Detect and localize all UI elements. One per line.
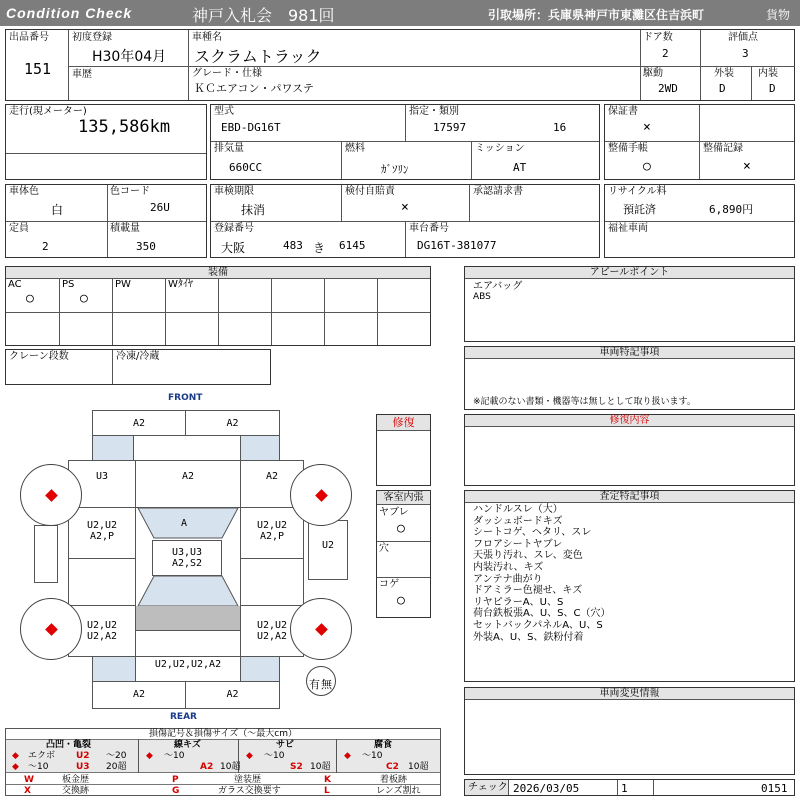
welfare-label: 福祉車両 [608,223,648,234]
approval-label: 承認請求書 [473,186,523,197]
front-label: FRONT [168,393,203,403]
vehicle-category: 貨物 [766,8,791,22]
front-bumper-left: A2 [92,410,186,436]
legend-dent-diamond-1: ◆ [12,751,19,761]
basic-info-panel [5,29,795,101]
score-label: 評価点 [728,32,758,43]
self-inspection-mark: × [401,200,409,215]
grade: ＫＣエアコン・パワステ [194,82,314,95]
warranty-mark: × [643,120,651,135]
inspection-value: 抹消 [241,203,266,217]
interior-label: 内装 [758,68,778,79]
cabin-title: 客室内張 [377,491,430,505]
legend-rust-code: S2 [290,762,303,772]
appeal-box [464,266,795,342]
appeal-line-1: エアバッグ [473,281,523,292]
rear-light-right [240,656,280,682]
legend-scratch-code: A2 [200,762,214,772]
cabin-tear-label: ヤブレ [379,507,409,518]
legend-sym-x: X [24,786,31,796]
plate-area: 大阪 [221,241,246,255]
appeal-title: アピールポイント [465,267,794,279]
legend-rust-title: サビ [276,740,295,750]
legend-sym-k-desc: 着板跡 [380,775,408,785]
recycle-box [604,184,795,258]
service-book-label: 整備手帳 [608,143,648,154]
inspection-note-line: 荷台鉄板張A、U、S、C（穴） [473,608,611,620]
cabin-burn-label: コゲ [379,579,399,590]
body-color: 白 [51,203,64,217]
inspection-note-line: フロアシートヤブレ [473,538,563,550]
equip-ac-label: AC [8,279,22,290]
name-label: 車種名 [192,32,222,43]
legend-dent-size-2: 〜10 [28,762,49,772]
score: 3 [742,47,749,60]
inspection-notes-title: 査定特記事項 [465,491,794,503]
inspection-note-line: ダッシュボードキズ [473,515,563,527]
crane-reefer-box [5,349,271,385]
legend-sym-w-desc: 板金歴 [62,775,90,785]
wheel-rear-right [290,598,352,660]
plate-number: 6145 [339,239,366,252]
cabin-tear-mark: ○ [397,521,405,536]
rear-quarter-right: U2,U2 U2,A2 [240,605,304,657]
model-label: 型式 [214,106,234,117]
legend-corrosion-diamond: ◆ [344,751,351,761]
repair-label: 修復 [377,415,430,431]
spare-yes-label: 有 [309,678,320,691]
mileage-label: 走行(現メーター) [9,106,87,117]
quarter-left-upper [68,558,136,606]
legend-scratch-size: 〜10 [164,751,185,761]
appeal-line-2: ABS [473,292,491,302]
rear-label: REAR [170,712,197,722]
legend-title: 損傷記号＆損傷サイズ（〜最大cm） [6,729,440,739]
legend-corrosion-size: 〜10 [362,751,383,761]
mileage-box [5,104,207,180]
self-inspection-label: 検付自賠責 [345,186,395,197]
repair-content-box [464,414,795,486]
equip-wtire-label: Wﾀｲﾔ [168,279,193,290]
legend-sym-g: G [172,786,180,796]
capacity-label: 定員 [9,223,29,234]
legend-corrosion-range: 10超 [408,762,429,772]
class-number: 16 [553,121,567,134]
special-notes-title: 車両特記事項 [465,347,794,359]
cabin-hole-label: 穴 [379,543,389,554]
spare-no-label: 無 [321,678,332,691]
inspection-note-line: ハンドルスレ（大） [473,504,563,515]
windshield-mark: A [181,518,188,529]
legend-dent-range-2: 20超 [106,762,127,772]
legend-sym-l-desc: レンズ割れ [376,786,421,796]
drive: 2WD [658,82,678,95]
truck-bed: U2,U2,U2,A2 [135,656,241,682]
inspection-note-line: アンテナ曲がり [473,573,543,585]
legend-rust-size: 〜10 [264,751,285,761]
legend-dent-range-1: 〜20 [106,751,127,761]
lot-label: 出品番号 [9,32,49,43]
body-color-label: 車体色 [9,186,39,197]
inspection-note-line: 内装汚れ、キズ [473,561,544,573]
mission: AT [513,161,527,174]
chassis-number: DG16T-381077 [417,239,497,252]
exterior-grade: D [719,82,726,95]
inspection-note-line: ドアミラー色褪せ、キズ [473,585,583,597]
equipment-title: 装備 [6,267,430,279]
legend-scratch-title: 線キズ [174,740,201,750]
legend-rust-range: 10超 [310,762,331,772]
legend-rust-diamond: ◆ [246,751,253,761]
plate-kana: き [313,241,326,255]
quarter-right-upper [240,558,304,606]
wheel-front-left [20,464,82,526]
grade-label: グレード・仕様 [192,68,262,79]
load: 350 [136,240,156,253]
inspection-notes-list [473,504,783,643]
inspection-note-line: 外装A、U、S、鉄粉付着 [473,631,584,643]
equip-ac-mark: ○ [26,291,34,306]
wheel-front-right [290,464,352,526]
inspection-plate-box [210,184,600,258]
fuel-label: 燃料 [345,143,365,154]
legend-corrosion-title: 腐食 [374,740,393,750]
capacity: 2 [42,240,49,253]
check-label: チェック [468,782,508,793]
repair-content-title: 修復内容 [465,415,794,427]
legend-sym-p-desc: 塗装歴 [234,775,262,785]
rear-bumper-right: A2 [185,681,280,709]
doors-label: ドア数 [643,32,673,43]
legend-sym-l: L [324,786,330,796]
legend-dent-code-2: U3 [76,762,90,772]
warranty-box [604,104,795,180]
check-date: 2026/03/05 [513,782,580,795]
designation-label: 指定・類別 [409,106,459,117]
front-fender-right: A2 [240,460,304,508]
mission-label: ミッション [475,143,525,154]
recycle-fee: 6,890円 [709,203,754,216]
legend-scratch-diamond: ◆ [146,751,153,761]
wheel-rear-left [20,598,82,660]
legend-sym-x-desc: 交換跡 [62,786,90,796]
check-row [464,779,795,796]
rear-light-left [92,656,136,682]
legend-box [5,728,441,796]
inspection-note-line: セットバックパネルA、U、S [473,619,603,631]
designation: 17597 [433,121,467,134]
rear-quarter-left: U2,U2 U2,A2 [68,605,136,657]
front-light-left [92,435,134,461]
load-label: 積載量 [110,223,140,234]
legend-dent-size-1: エクボ [28,751,56,761]
side-panel-right: U2 [308,520,348,580]
history-label: 車歴 [72,69,92,80]
equip-ps-label: PS [62,279,75,290]
repair-box [376,414,431,486]
service-book-mark: ○ [643,159,651,174]
legend-corrosion-code: C2 [386,762,399,772]
first-reg-label: 初度登録 [72,32,112,43]
front-light-right [240,435,280,461]
cabin-interior-box [376,490,431,618]
plate-label: 登録番号 [214,223,254,234]
legend-dent-diamond-2: ◆ [12,762,19,772]
equipment-box [5,266,431,346]
service-record-label: 整備記録 [703,143,743,154]
change-info-title: 車両変更情報 [465,688,794,700]
door-right: U2,U2 A2,P [240,507,304,559]
front-bumper-right: A2 [185,410,280,436]
special-notes-disclaimer: ※記載のない書類・機器等は無しとして取り扱います。 [473,397,696,407]
check-count: 1 [621,782,628,795]
hood-panel: A2 [135,460,241,508]
inspection-notes-box [464,490,795,682]
drive-label: 駆動 [643,68,663,79]
lot-number: 151 [24,60,52,78]
displacement: 660CC [229,161,263,174]
legend-sym-p: P [172,775,179,785]
fuel: ｶﾞｿﾘﾝ [381,163,409,176]
reefer-label: 冷凍/冷蔵 [116,351,160,362]
special-notes-box [464,346,795,410]
color-code-label: 色コード [110,186,150,197]
legend-sym-k: K [324,775,331,785]
legend-dent-title: 凸凹・亀裂 [46,740,92,750]
legend-sym-w: W [24,775,34,785]
equip-pw-label: PW [115,279,131,290]
legend-scratch-range: 10超 [220,762,241,772]
inspection-note-line: 天張り汚れ、スレ、変色 [473,550,583,562]
front-fender-left: U3 [68,460,136,508]
roof-panel: U3,U3 A2,S2 [152,540,222,576]
displacement-label: 排気量 [214,143,244,154]
header-bar [0,0,800,26]
chassis-label: 車台番号 [409,223,449,234]
rear-bumper-left: A2 [92,681,186,709]
plate-class: 483 [283,239,303,252]
inspection-note-line: リヤピラーA、U、S [473,596,564,608]
legend-sym-g-desc: ガラス交換要す [218,786,281,796]
inspection-label: 車検期限 [214,186,254,197]
pickup-location: 引取場所：兵庫県神戸市東灘区住吉浜町 [488,8,705,22]
vehicle-name: スクラムトラック [194,47,322,66]
color-capacity-box [5,184,207,258]
legend-dent-code-1: U2 [76,751,90,761]
doors: 2 [662,47,669,60]
interior-grade: D [769,82,776,95]
auction-title: 神戸入札会 981回 [192,6,335,25]
change-info-box [464,687,795,775]
cabin-burn-mark: ○ [397,593,405,608]
door-left: U2,U2 A2,P [68,507,136,559]
service-record-mark: × [743,159,751,174]
crane-label: クレーン段数 [9,351,69,362]
mileage-value: 135,586km [78,117,171,137]
spec-box [210,104,600,180]
recycle-status: 預託済 [623,203,656,216]
first-reg: H30年04月 [92,49,167,65]
check-number: 0151 [761,782,788,795]
recycle-label: リサイクル料 [608,186,667,197]
condition-check-title: Condition Check [6,5,133,21]
warranty-label: 保証書 [608,106,638,117]
color-code: 26U [150,201,170,214]
inspection-note-line: シートコゲ、ヘタリ、スレ [473,527,592,539]
side-panel-left [34,525,58,583]
model-code: EBD-DG16T [221,121,281,134]
equip-ps-mark: ○ [80,291,88,306]
exterior-label: 外装 [714,68,734,79]
